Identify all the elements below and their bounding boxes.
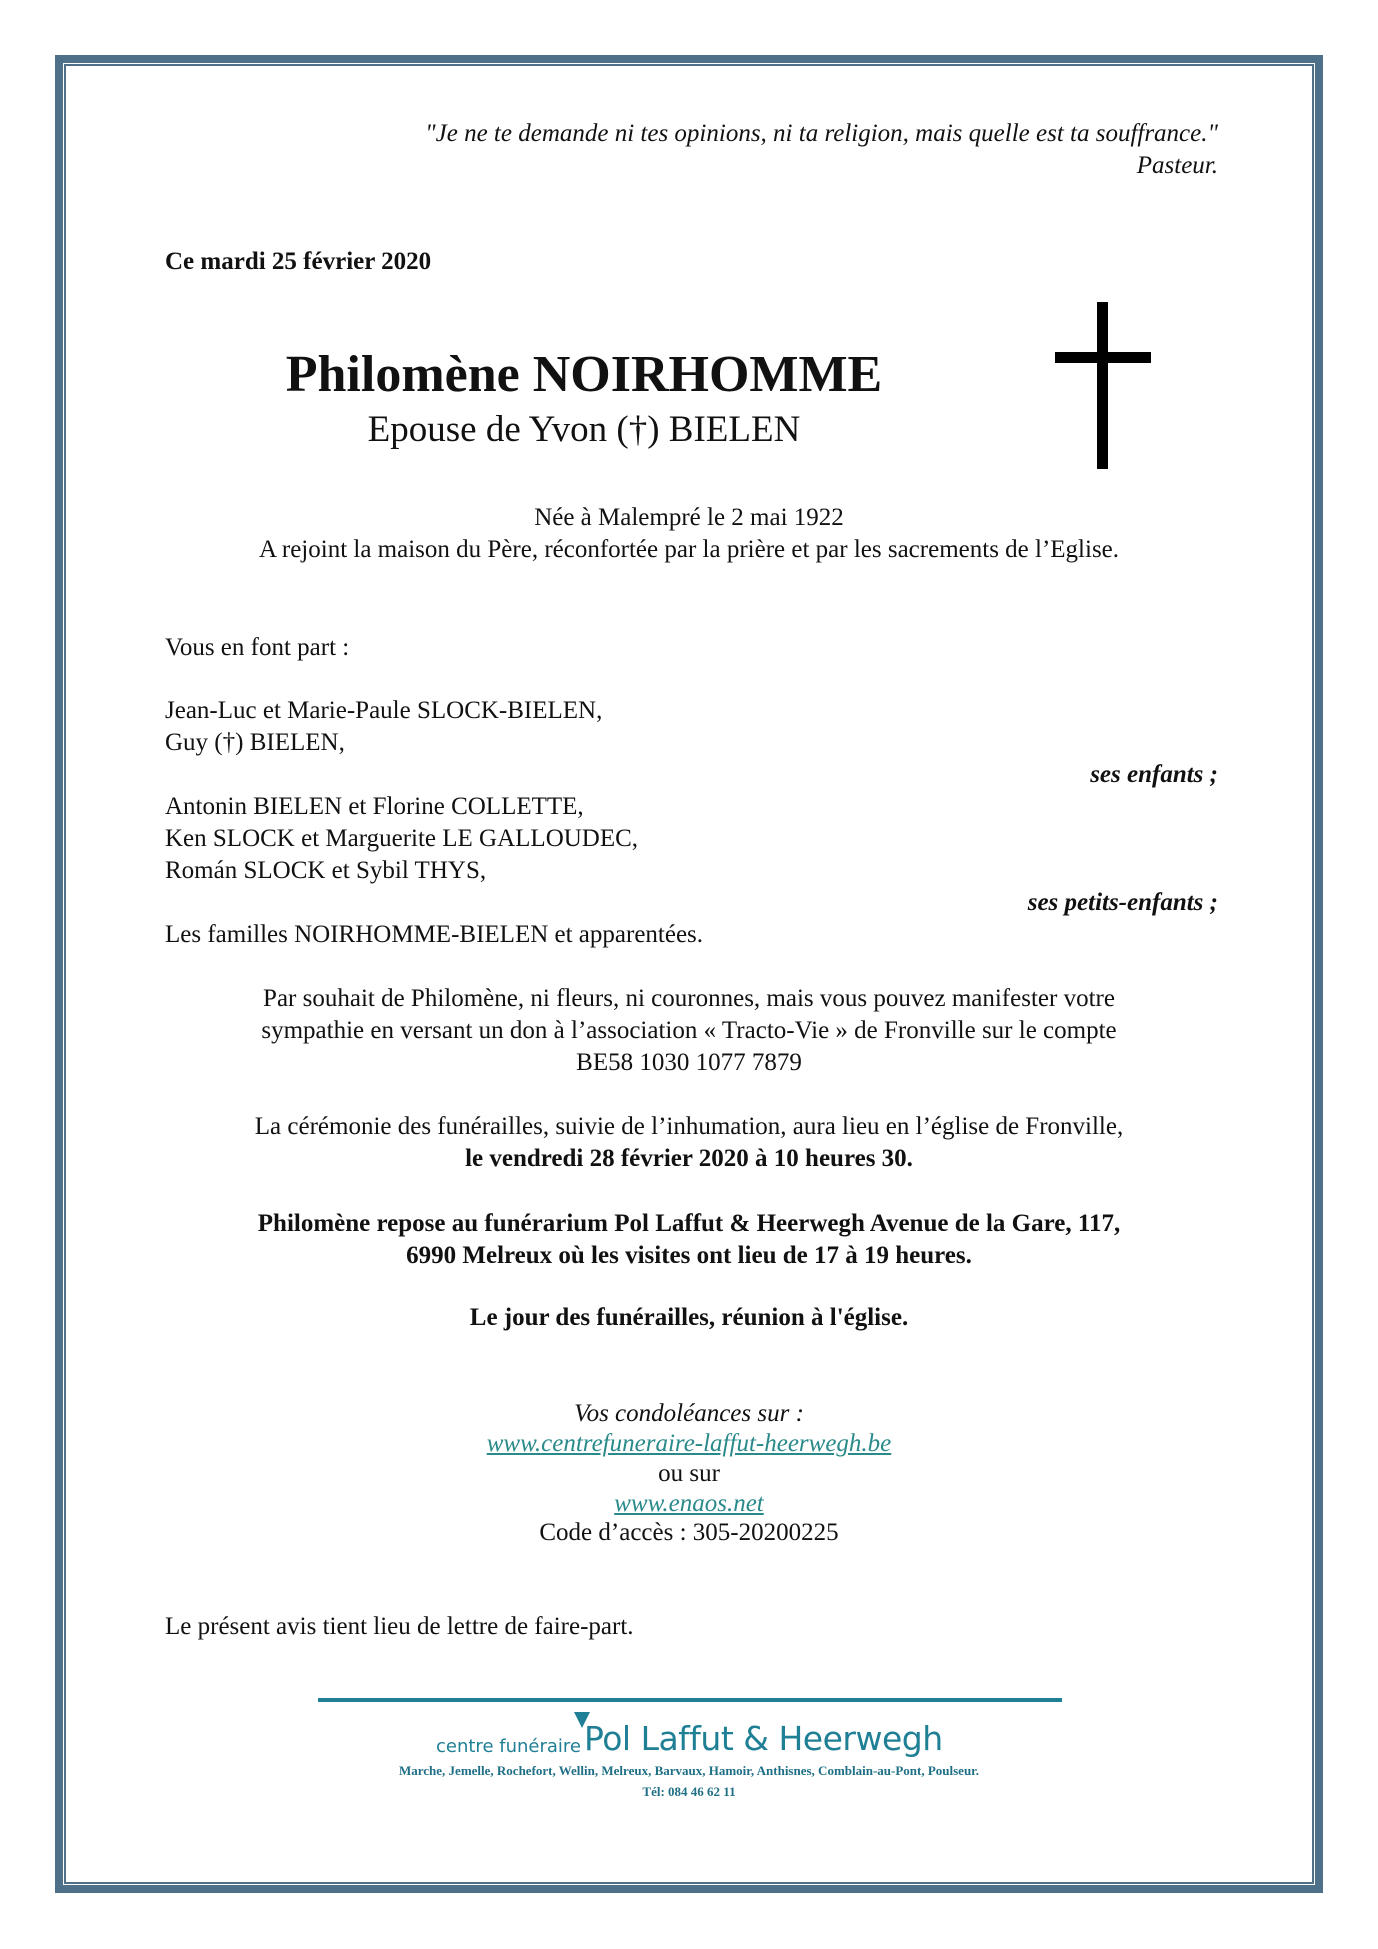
donation-line: sympathie en versant un don à l’association « Tracto-Vie » de Fronville sur le compte: [261, 1017, 1117, 1044]
logo-brand-name: Pol Laffut & Heerwegh: [584, 1719, 943, 1758]
grandchild-entry: Ken SLOCK et Marguerite LE GALLOUDEC,: [165, 825, 639, 852]
grandchild-entry: Antonin BIELEN et Florine COLLETTE,: [165, 793, 584, 820]
passing-line: A rejoint la maison du Père, réconfortée par la prière et par les sacrements de l’Eglise.: [258, 536, 1120, 563]
condolences-label: Vos condoléances sur :: [574, 1400, 804, 1427]
meeting-line: Le jour des funérailles, réunion à l'église.: [469, 1304, 909, 1331]
condolences-link-enaos[interactable]: www.enaos.net: [614, 1490, 764, 1517]
quote-text: "Je ne te demande ni tes opinions, ni ta religion, mais quelle est ta souffrance.": [425, 120, 1218, 147]
child-entry: Jean-Luc et Marie-Paule SLOCK-BIELEN,: [165, 697, 603, 724]
closing-line: Le présent avis tient lieu de lettre de faire-part.: [165, 1613, 634, 1640]
visitation-line: 6990 Melreux où les visites ont lieu de 17 à 19 heures.: [406, 1242, 972, 1269]
condolences-link2-row: [0, 1488, 1378, 1520]
date-line: Ce mardi 25 février 2020: [165, 248, 432, 275]
condolences-link-laffut[interactable]: www.centrefuneraire-laffut-heerwegh.be: [486, 1430, 892, 1457]
quote-author: Pasteur.: [1136, 152, 1218, 179]
logo-locations: Marche, Jemelle, Rochefort, Wellin, Melreux, Barvaux, Hamoir, Anthisnes, Comblain-au-Pont, Poulseur.: [398, 1763, 980, 1778]
condolences-or: ou sur: [658, 1460, 720, 1487]
visitation-line: Philomène repose au funérarium Pol Laffut & Heerwegh Avenue de la Gare, 117,: [257, 1210, 1121, 1237]
announcement-intro: Vous en font part :: [165, 634, 350, 661]
ceremony-line: La cérémonie des funérailles, suivie de l’inhumation, aura lieu en l’église de Fronville,: [254, 1113, 1124, 1140]
logo-divider: [318, 1698, 1062, 1702]
spouse-line: Epouse de Yvon (†) BIELEN: [367, 409, 801, 450]
logo-small-text: centre funéraire: [436, 1736, 581, 1757]
donation-account: BE58 1030 1077 7879: [576, 1049, 802, 1076]
birth-line: Née à Malempré le 2 mai 1922: [534, 504, 844, 531]
families-line: Les familles NOIRHOMME-BIELEN et apparentées.: [165, 921, 704, 948]
logo-phone: Tél: 084 46 62 11: [642, 1784, 736, 1799]
access-code: Code d’accès : 305-20200225: [539, 1519, 839, 1546]
ceremony-datetime: le vendredi 28 février 2020 à 10 heures 30.: [465, 1145, 913, 1172]
donation-line: Par souhait de Philomène, ni fleurs, ni couronnes, mais vous pouvez manifester votre: [263, 985, 1115, 1012]
cross-icon-vertical: [1097, 302, 1108, 469]
grandchildren-label: ses petits-enfants ;: [1027, 889, 1218, 916]
grandchild-entry: Román SLOCK et Sybil THYS,: [165, 857, 487, 884]
cross-icon-horizontal: [1055, 352, 1151, 363]
condolences-link1-row: [0, 1428, 1378, 1460]
child-entry: Guy (†) BIELEN,: [165, 729, 345, 756]
deceased-name: Philomène NOIRHOMME: [285, 346, 883, 403]
children-label: ses enfants ;: [1090, 761, 1218, 788]
